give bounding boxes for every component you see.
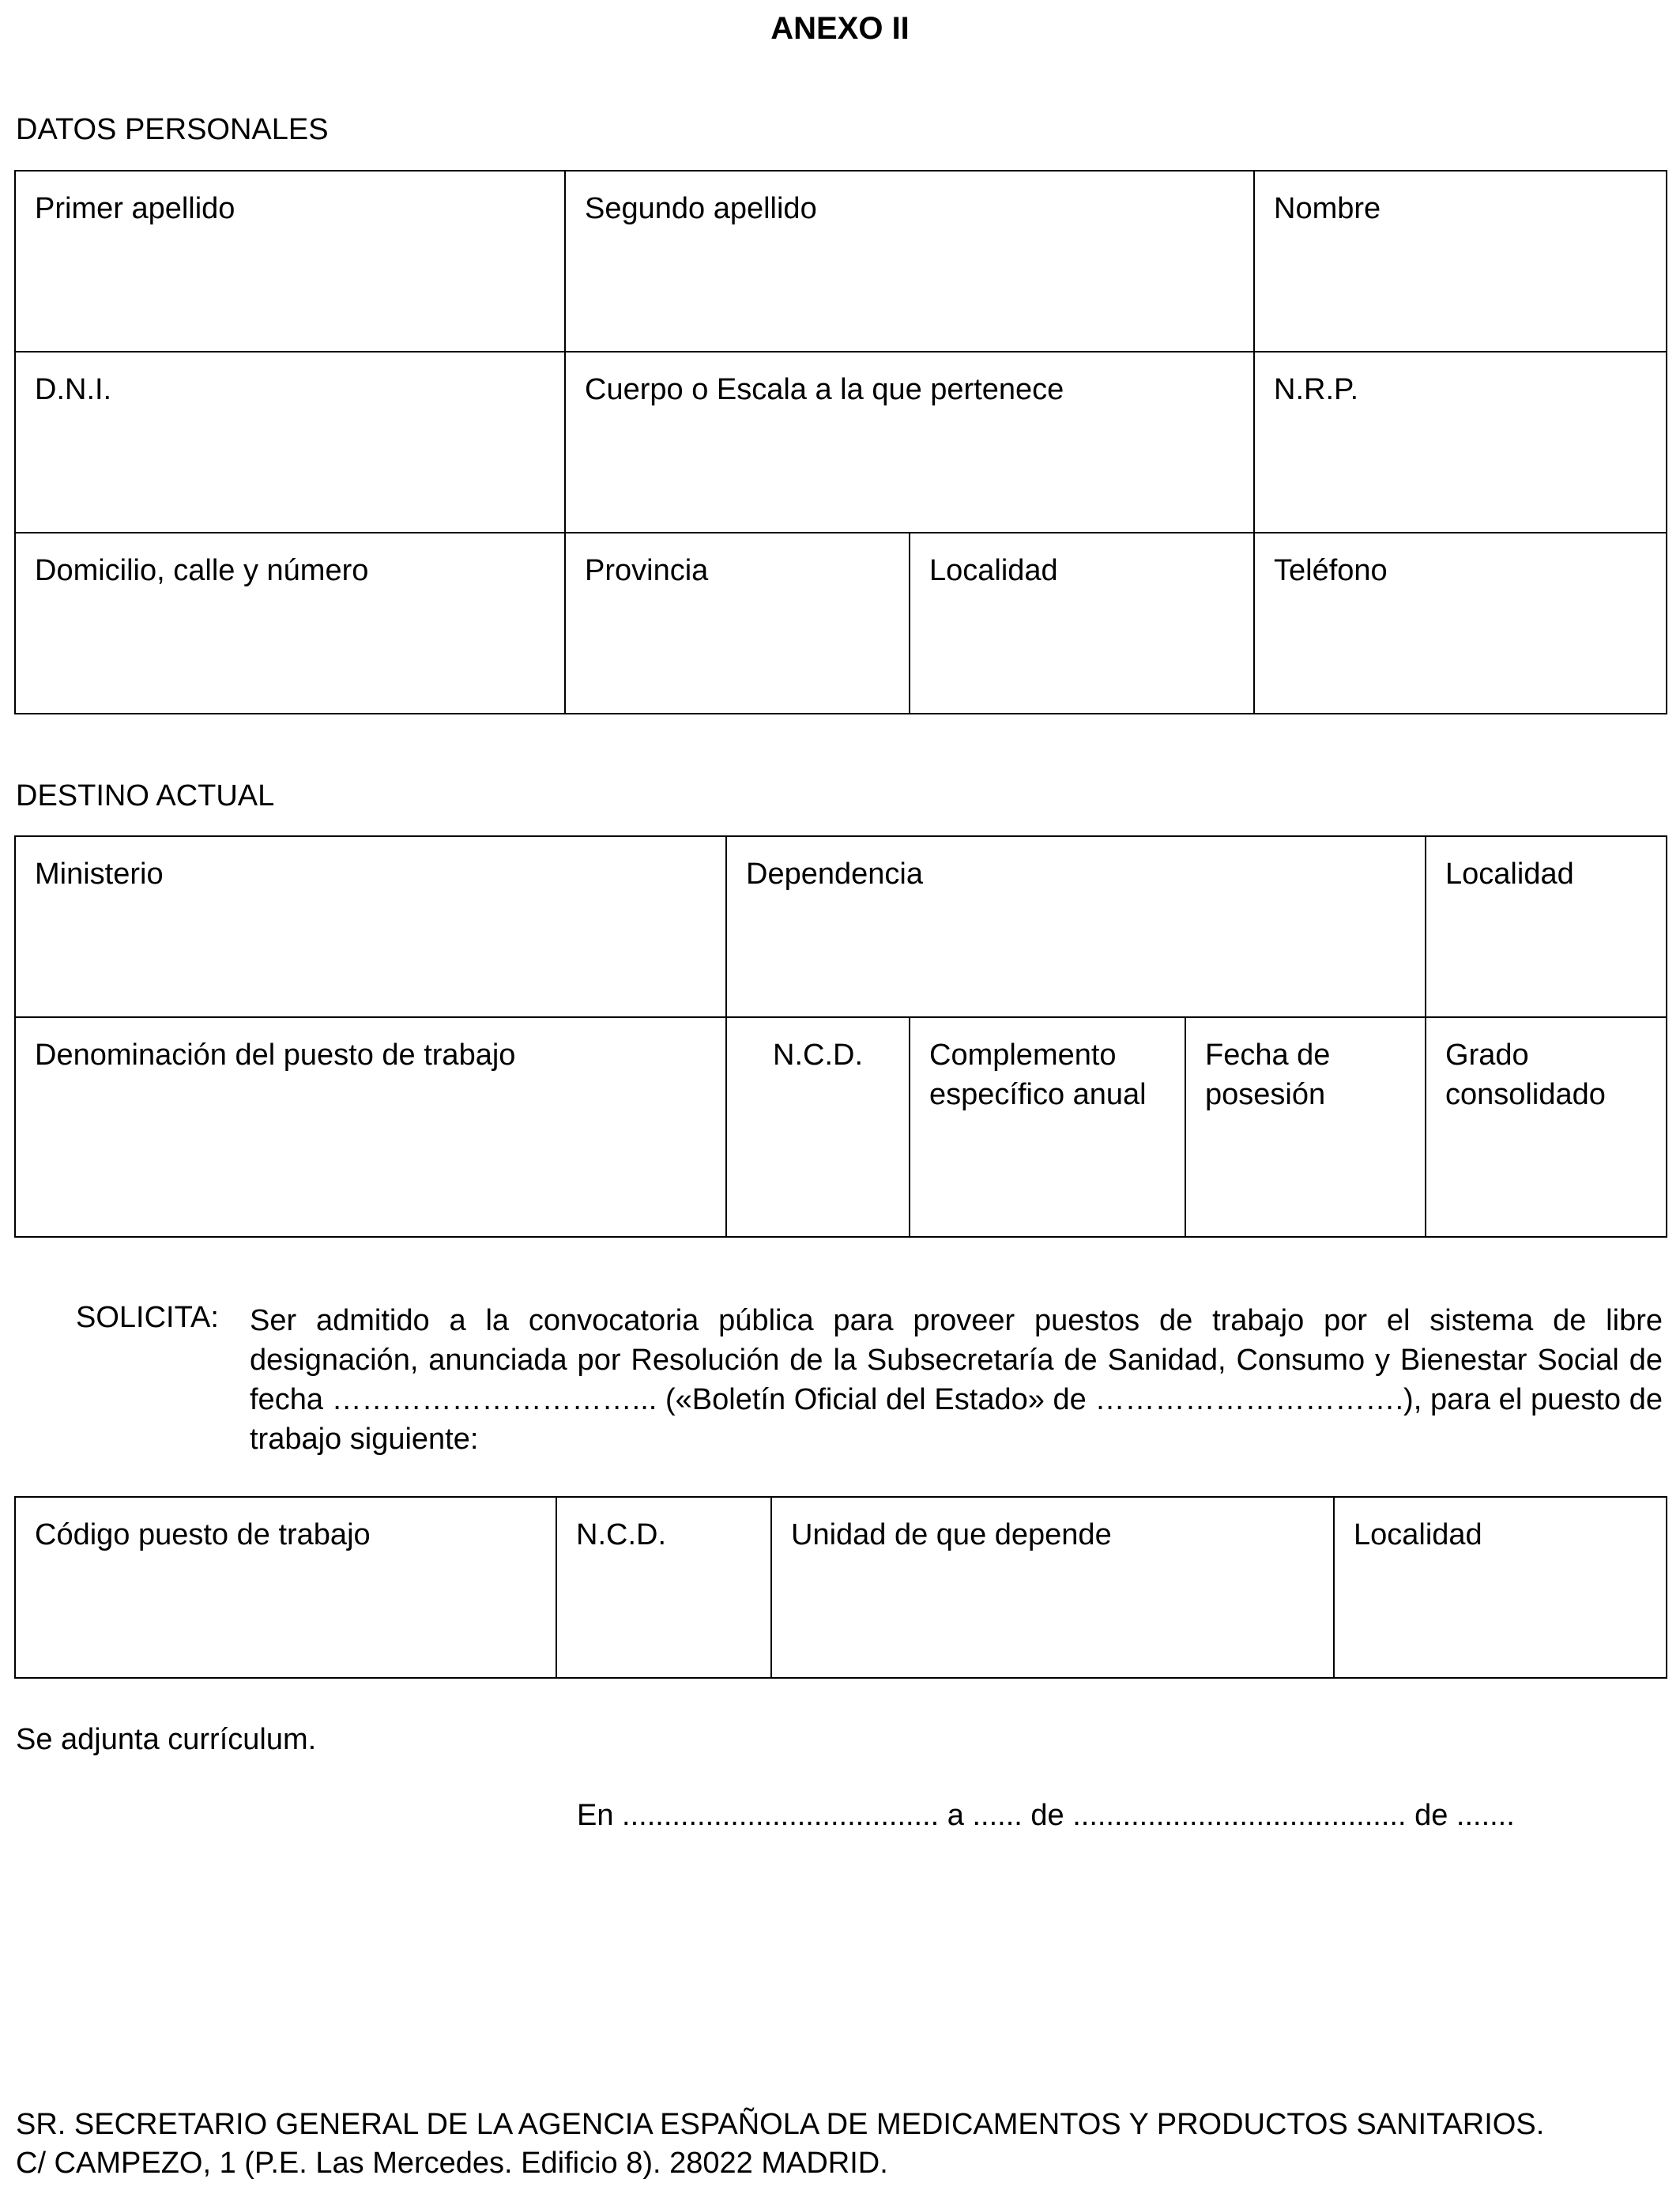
field-ncd[interactable]: N.C.D. xyxy=(726,1017,910,1237)
fecha-lugar-line: En ...................................... a ...... de ........................................ de ....... xyxy=(577,1799,1515,1832)
field-dni[interactable]: D.N.I. xyxy=(15,352,565,533)
field-denominacion-puesto[interactable]: Denominación del puesto de trabajo xyxy=(15,1017,726,1237)
field-primer-apellido[interactable]: Primer apellido xyxy=(15,171,565,352)
field-unidad-depende[interactable]: Unidad de que depende xyxy=(771,1497,1334,1678)
solicita-text: Ser admitido a la convocatoria pública para proveer puestos de trabajo por el sistema de libre designación, anunciada por Resolución de la Subsecretaría de Sanidad, Consumo y Bienestar Social de fecha …………………………... («Boletín Oficial del Estado» de ………………………….), para el puesto de trabajo siguiente: xyxy=(250,1304,1663,1456)
field-nrp[interactable]: N.R.P. xyxy=(1254,352,1667,533)
document-title: ANEXO II xyxy=(770,11,910,46)
field-cuerpo-escala[interactable]: Cuerpo o Escala a la que pertenece xyxy=(565,352,1254,533)
field-complemento-especifico[interactable]: Complemento específico anual xyxy=(910,1017,1185,1237)
section-heading-datos-personales: DATOS PERSONALES xyxy=(16,113,329,146)
field-dependencia[interactable]: Dependencia xyxy=(726,836,1426,1017)
field-localidad[interactable]: Localidad xyxy=(910,533,1254,714)
field-ncd-puesto[interactable]: N.C.D. xyxy=(556,1497,771,1678)
field-codigo-puesto[interactable]: Código puesto de trabajo xyxy=(15,1497,556,1678)
field-localidad-destino[interactable]: Localidad xyxy=(1426,836,1667,1017)
field-fecha-posesion[interactable]: Fecha de posesión xyxy=(1185,1017,1426,1237)
field-provincia[interactable]: Provincia xyxy=(565,533,910,714)
field-grado-consolidado[interactable]: Grado consolidado xyxy=(1426,1017,1667,1237)
section-heading-destino-actual: DESTINO ACTUAL xyxy=(16,779,275,812)
field-ministerio[interactable]: Ministerio xyxy=(15,836,726,1017)
field-telefono[interactable]: Teléfono xyxy=(1254,533,1667,714)
field-nombre[interactable]: Nombre xyxy=(1254,171,1667,352)
puesto-solicitado-table xyxy=(14,1496,1667,1679)
field-domicilio[interactable]: Domicilio, calle y número xyxy=(15,533,565,714)
destino-actual-table xyxy=(14,835,1667,1238)
datos-personales-table xyxy=(14,170,1667,714)
field-localidad-puesto[interactable]: Localidad xyxy=(1334,1497,1667,1678)
destinatario-line-1: SR. SECRETARIO GENERAL DE LA AGENCIA ESPAÑOLA DE MEDICAMENTOS Y PRODUCTOS SANITARIOS. xyxy=(16,2108,1545,2141)
destinatario-line-2: C/ CAMPEZO, 1 (P.E. Las Mercedes. Edificio 8). 28022 MADRID. xyxy=(16,2147,888,2180)
field-segundo-apellido[interactable]: Segundo apellido xyxy=(565,171,1254,352)
solicita-label: SOLICITA: xyxy=(76,1301,219,1334)
adjunta-curriculum: Se adjunta currículum. xyxy=(16,1723,317,1756)
